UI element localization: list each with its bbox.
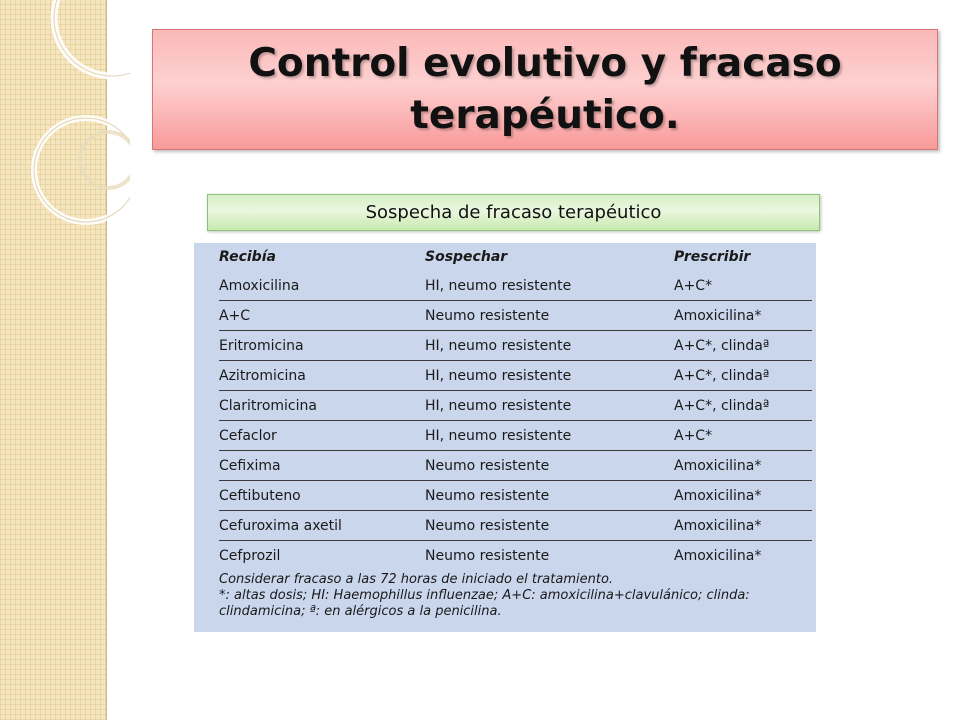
- table-header-row: [219, 243, 812, 271]
- decorative-rings-icon: [0, 0, 130, 260]
- subtitle-text: Sospecha de fracaso terapéutico: [365, 202, 662, 223]
- table-row: [219, 331, 812, 361]
- cell-prescribir: Amoxicilina*: [674, 547, 762, 564]
- cell-prescribir: Amoxicilina*: [674, 451, 812, 481]
- table-row: [219, 301, 812, 331]
- cell-sospechar: HI, neumo resistente: [425, 331, 674, 361]
- cell-sospechar: Neumo resistente: [425, 511, 674, 541]
- table-footnotes: [219, 572, 812, 620]
- antibiotic-table: [219, 243, 812, 570]
- table-row: [219, 481, 812, 511]
- table-row: [219, 511, 812, 541]
- table-row: [219, 271, 812, 301]
- cell-prescribir: A+C*: [674, 421, 812, 451]
- cell-recibia: Cefprozil: [219, 547, 281, 564]
- header-sospechar: Sospechar: [425, 249, 508, 265]
- cell-sospechar: Neumo resistente: [425, 451, 674, 481]
- cell-sospechar: Neumo resistente: [425, 547, 550, 564]
- cell-sospechar: HI, neumo resistente: [425, 361, 674, 391]
- title-line-2: terapéutico.: [410, 92, 680, 138]
- cell-recibia: Cefixima: [219, 451, 425, 481]
- slide-title: [248, 38, 841, 142]
- cell-sospechar: Neumo resistente: [425, 481, 674, 511]
- cell-prescribir: Amoxicilina*: [674, 481, 812, 511]
- cell-prescribir: Amoxicilina*: [674, 511, 812, 541]
- cell-prescribir: A+C*, clindaª: [674, 361, 812, 391]
- header-recibia: Recibía: [219, 249, 276, 265]
- header-prescribir: Prescribir: [674, 249, 751, 265]
- cell-recibia: A+C: [219, 301, 425, 331]
- cell-sospechar: Neumo resistente: [425, 301, 674, 331]
- table-row: [219, 451, 812, 481]
- footnote-line: clindamicina; ª: en alérgicos a la penicilina.: [219, 604, 502, 619]
- table-row: [219, 541, 812, 571]
- cell-sospechar: HI, neumo resistente: [425, 421, 674, 451]
- cell-recibia: Azitromicina: [219, 361, 425, 391]
- cell-recibia: Eritromicina: [219, 331, 425, 361]
- cell-sospechar: HI, neumo resistente: [425, 271, 674, 301]
- antibiotic-table-panel: [194, 243, 816, 632]
- footnote-line: Considerar fracaso a las 72 horas de iniciado el tratamiento.: [219, 572, 614, 587]
- footnote-line: *: altas dosis; HI: Haemophillus influenzae; A+C: amoxicilina+clavulánico; clinda:: [219, 588, 750, 603]
- cell-prescribir: Amoxicilina*: [674, 301, 812, 331]
- cell-recibia: Ceftibuteno: [219, 481, 425, 511]
- cell-recibia: Claritromicina: [219, 391, 425, 421]
- cell-recibia: Cefuroxima axetil: [219, 511, 425, 541]
- slide-title-box: [152, 29, 938, 150]
- cell-prescribir: A+C*: [674, 271, 812, 301]
- cell-recibia: Amoxicilina: [219, 271, 425, 301]
- cell-recibia: Cefaclor: [219, 421, 425, 451]
- table-row: [219, 421, 812, 451]
- subtitle-box: [207, 194, 820, 231]
- title-line-1: Control evolutivo y fracaso: [248, 40, 842, 86]
- table-row: [219, 361, 812, 391]
- table-row: [219, 391, 812, 421]
- cell-prescribir: A+C*, clindaª: [674, 391, 812, 421]
- cell-sospechar: HI, neumo resistente: [425, 391, 674, 421]
- cell-prescribir: A+C*, clindaª: [674, 331, 812, 361]
